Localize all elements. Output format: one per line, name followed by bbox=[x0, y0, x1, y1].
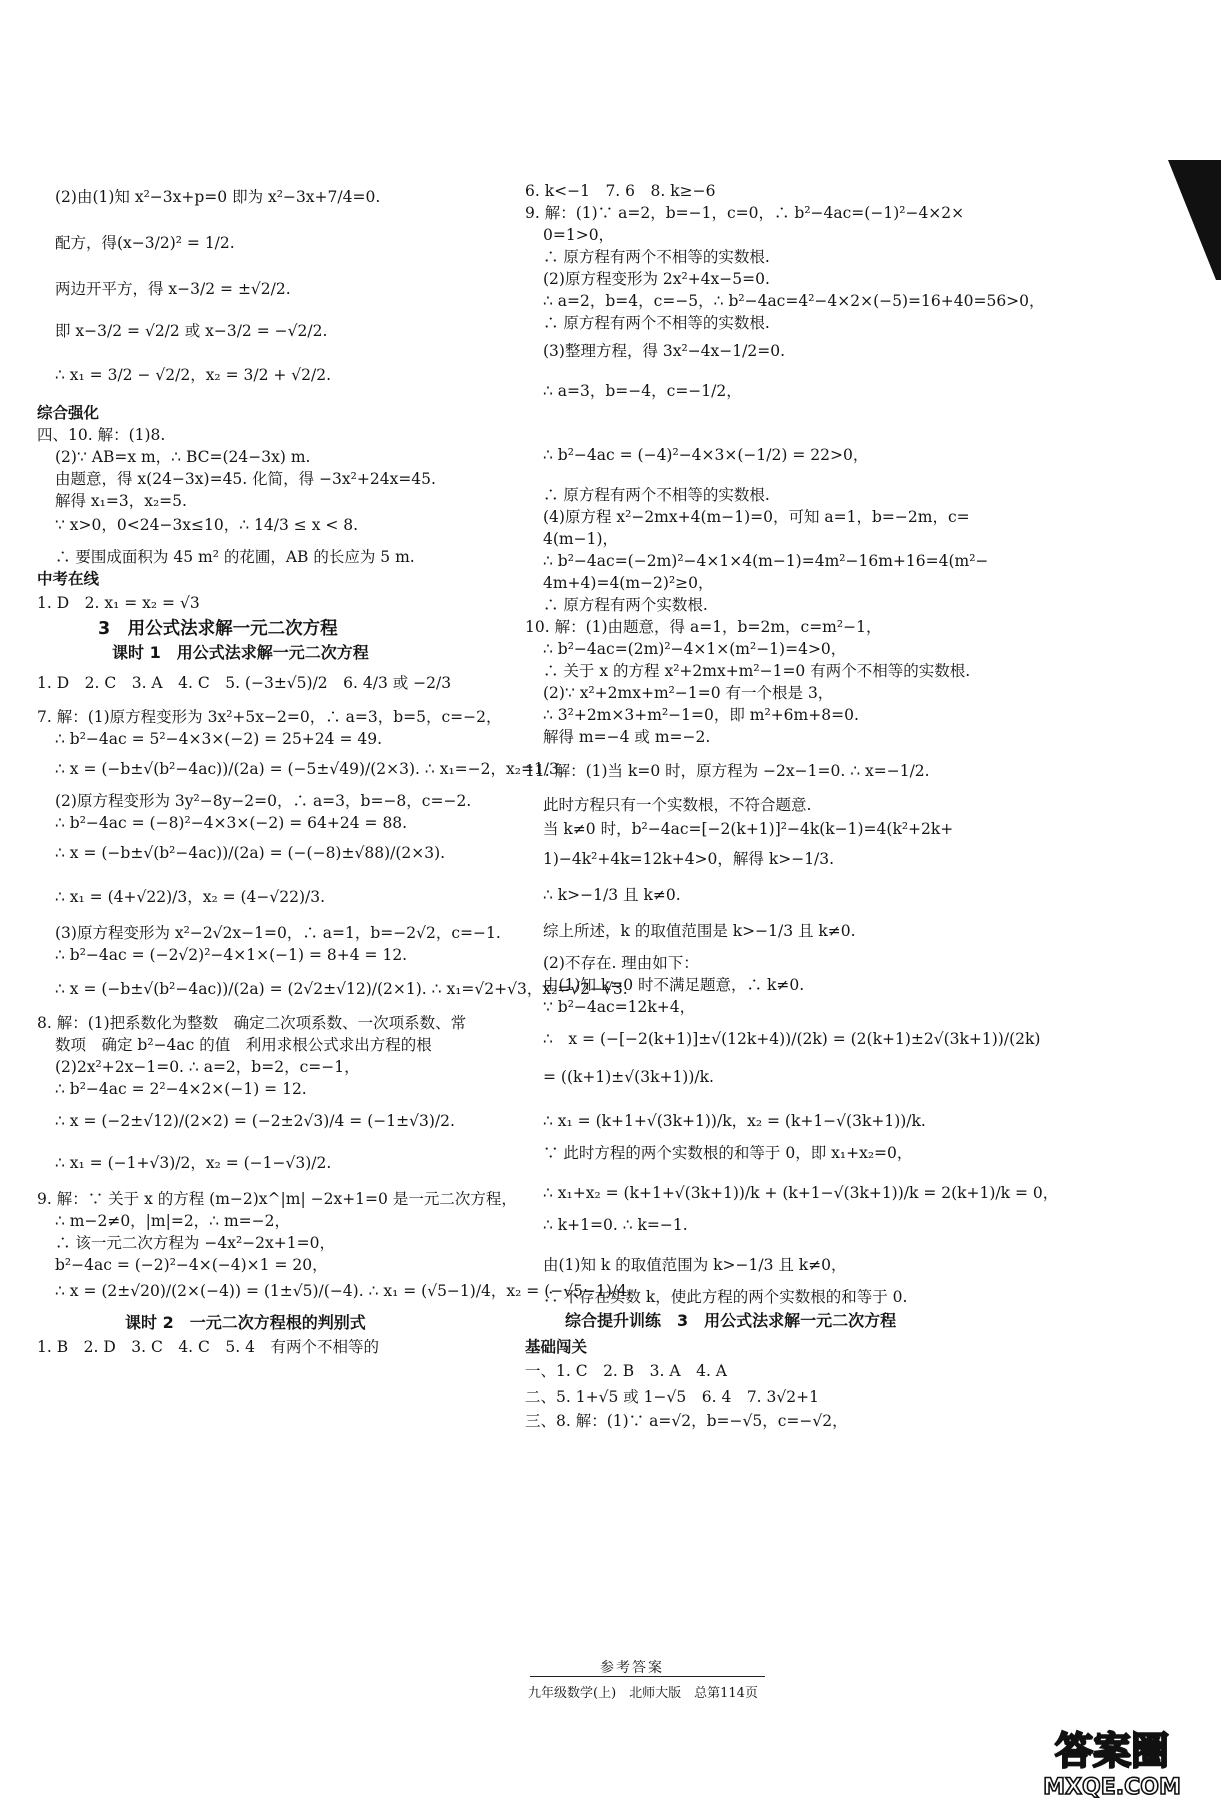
text-line: ∴ x₁+x₂ = (k+1+√(3k+1))/k + (k+1−√(3k+1))/k = 2(k+1)/k = 0， bbox=[543, 1184, 1059, 1202]
site-watermark-logo bbox=[1010, 1720, 1215, 1800]
text-line: = ((k+1)±√(3k+1))/k. bbox=[543, 1068, 714, 1086]
footer-divider bbox=[530, 1676, 765, 1677]
text-line: ∴ 该一元二次方程为 −4x²−2x+1=0， bbox=[55, 1234, 335, 1252]
text-line: 1)−4k²+4k=12k+4>0，解得 k>−1/3. bbox=[543, 850, 835, 868]
text-line: (2)2x²+2x−1=0. ∴ a=2，b=2，c=−1， bbox=[55, 1058, 360, 1076]
text-line: b²−4ac = (−2)²−4×(−4)×1 = 20， bbox=[55, 1256, 328, 1274]
text-line: 三、8. 解：(1)∵ a=√2，b=−√5，c=−√2， bbox=[525, 1412, 848, 1430]
text-line: ∴ 原方程有两个不相等的实数根. bbox=[543, 248, 770, 266]
text-line: ∴ b²−4ac = 5²−4×3×(−2) = 25+24 = 49. bbox=[55, 730, 383, 748]
text-line: ∴ 不存在实数 k，使此方程的两个实数根的和等于 0. bbox=[543, 1288, 908, 1306]
text-line: ∴ k+1=0. ∴ k=−1. bbox=[543, 1216, 688, 1234]
text-line: ∴ a=3，b=−4，c=−1/2， bbox=[543, 382, 742, 400]
text-line: ∴ b²−4ac=(−2m)²−4×1×4(m−1)=4m²−16m+16=4(m²− bbox=[543, 552, 989, 570]
text-line: 二、5. 1+√5 或 1−√5 6. 4 7. 3√2+1 bbox=[525, 1388, 819, 1406]
text-line: ∴ 要围成面积为 45 m² 的花圃，AB 的长应为 5 m. bbox=[55, 548, 415, 566]
text-line: 由(1)知 k=0 时不满足题意，∴ k≠0. bbox=[543, 976, 805, 994]
text-line: 四、10. 解：(1)8. bbox=[37, 426, 166, 444]
text-line: ∵ x>0，0<24−3x≤10，∴ 14/3 ≤ x < 8. bbox=[55, 516, 359, 534]
text-line: 由题意，得 x(24−3x)=45. 化简，得 −3x²+24x=45. bbox=[55, 470, 436, 488]
text-line: ∵ 此时方程的两个实数根的和等于 0，即 x₁+x₂=0， bbox=[543, 1144, 913, 1162]
watermark-text-top: 答案圈 bbox=[1054, 1729, 1170, 1773]
text-line: ∴ 3²+2m×3+m²−1=0，即 m²+6m+8=0. bbox=[543, 706, 859, 724]
text-line: 综上所述，k 的取值范围是 k>−1/3 且 k≠0. bbox=[543, 922, 856, 940]
text-line: (2)原方程变形为 2x²+4x−5=0. bbox=[543, 270, 770, 288]
section-heading: 综合提升训练 3 用公式法求解一元二次方程 bbox=[565, 1311, 897, 1330]
footer-page-info: 九年级数学(上) 北师大版 总第114页 bbox=[528, 1686, 758, 1701]
text-line: ∴ 关于 x 的方程 x²+2mx+m²−1=0 有两个不相等的实数根. bbox=[543, 662, 971, 680]
text-line: 解得 m=−4 或 m=−2. bbox=[543, 728, 711, 746]
text-line: (3)原方程变形为 x²−2√2x−1=0，∴ a=1，b=−2√2，c=−1. bbox=[55, 924, 501, 942]
text-line: ∴ b²−4ac = 2²−4×2×(−1) = 12. bbox=[55, 1080, 307, 1098]
text-line: 1. B 2. D 3. C 4. C 5. 4 有两个不相等的 bbox=[37, 1338, 379, 1356]
text-line: (2)∵ AB=x m，∴ BC=(24−3x) m. bbox=[55, 448, 311, 466]
text-line: 即 x−3/2 = √2/2 或 x−3/2 = −√2/2. bbox=[55, 322, 328, 340]
text-line: 7. 解：(1)原方程变形为 3x²+5x−2=0，∴ a=3，b=5，c=−2， bbox=[37, 708, 502, 726]
text-line: 4(m−1)， bbox=[543, 530, 619, 548]
text-line: ∴ x = (−2±√12)/(2×2) = (−2±2√3)/4 = (−1±√3)/2. bbox=[55, 1112, 455, 1130]
text-line: ∴ b²−4ac = (−4)²−4×3×(−1/2) = 22>0， bbox=[543, 446, 869, 464]
text-line: 1. D 2. C 3. A 4. C 5. (−3±√5)/2 6. 4/3 或 −2/3 bbox=[37, 674, 452, 692]
text-line: 9. 解：(1)∵ a=2，b=−1，c=0，∴ b²−4ac=(−1)²−4×2× bbox=[525, 204, 965, 222]
text-line: ∴ x = (−b±√(b²−4ac))/(2a) = (−(−8)±√88)/(2×3). bbox=[55, 844, 446, 862]
text-line: 当 k≠0 时，b²−4ac=[−2(k+1)]²−4k(k−1)=4(k²+2k+ bbox=[543, 820, 954, 838]
text-line: 0=1>0， bbox=[543, 226, 615, 244]
section-heading: 综合强化 bbox=[37, 404, 100, 422]
text-line: ∴ m−2≠0，|m|=2，∴ m=−2， bbox=[55, 1212, 290, 1230]
text-line: (4)原方程 x²−2mx+4(m−1)=0，可知 a=1，b=−2m，c= bbox=[543, 508, 970, 526]
section-heading: 基础闯关 bbox=[525, 1338, 588, 1356]
lesson-title: 课时 1 用公式法求解一元二次方程 bbox=[112, 643, 369, 662]
text-line: ∴ k>−1/3 且 k≠0. bbox=[543, 886, 681, 904]
text-line: 解得 x₁=3，x₂=5. bbox=[55, 492, 187, 510]
text-line: ∴ 原方程有两个不相等的实数根. bbox=[543, 314, 770, 332]
text-line: 4m+4)=4(m−2)²≥0， bbox=[543, 574, 714, 592]
text-line: ∴ b²−4ac=(2m)²−4×1×(m²−1)=4>0， bbox=[543, 640, 847, 658]
section-heading: 中考在线 bbox=[37, 570, 100, 588]
text-line: 11. 解：(1)当 k=0 时，原方程为 −2x−1=0. ∴ x=−1/2. bbox=[525, 762, 930, 780]
text-line: ∴ x₁ = 3/2 − √2/2，x₂ = 3/2 + √2/2. bbox=[55, 366, 332, 384]
text-line: (2)由(1)知 x²−3x+p=0 即为 x²−3x+7/4=0. bbox=[55, 188, 381, 206]
text-line: ∴ x = (−b±√(b²−4ac))/(2a) = (2√2±√12)/(2×1). ∴ x₁=√2+√3，x₂=√2−√3. bbox=[55, 980, 628, 998]
text-line: 数项 确定 b²−4ac 的值 利用求根公式求出方程的根 bbox=[55, 1036, 432, 1054]
text-line: 9. 解：∵ 关于 x 的方程 (m−2)x^|m| −2x+1=0 是一元二次方程， bbox=[37, 1190, 517, 1208]
text-line: ∴ 原方程有两个实数根. bbox=[543, 596, 708, 614]
text-line: 1. D 2. x₁ = x₂ = √3 bbox=[37, 594, 200, 612]
text-line: (2)原方程变形为 3y²−8y−2=0，∴ a=3，b=−8，c=−2. bbox=[55, 792, 472, 810]
text-line: ∴ x₁ = (−1+√3)/2，x₂ = (−1−√3)/2. bbox=[55, 1154, 332, 1172]
text-line: ∴ b²−4ac = (−8)²−4×3×(−2) = 64+24 = 88. bbox=[55, 814, 408, 832]
text-line: 两边开平方，得 x−3/2 = ±√2/2. bbox=[55, 280, 291, 298]
text-line: 8. 解：(1)把系数化为整数 确定二次项系数、一次项系数、常 bbox=[37, 1014, 467, 1032]
text-line: ∴ 原方程有两个不相等的实数根. bbox=[543, 486, 770, 504]
text-line: (2)∵ x²+2mx+m²−1=0 有一个根是 3， bbox=[543, 684, 834, 702]
text-line: 此时方程只有一个实数根，不符合题意. bbox=[543, 796, 812, 814]
watermark-text-bottom: MXQE.COM bbox=[1043, 1775, 1181, 1800]
text-line: (3)整理方程，得 3x²−4x−1/2=0. bbox=[543, 342, 785, 360]
text-line: 由(1)知 k 的取值范围为 k>−1/3 且 k≠0， bbox=[543, 1256, 847, 1274]
text-line: ∴ b²−4ac = (−2√2)²−4×1×(−1) = 8+4 = 12. bbox=[55, 946, 408, 964]
text-line: 10. 解：(1)由题意，得 a=1，b=2m，c=m²−1， bbox=[525, 618, 882, 636]
text-line: ∴ x = (2±√20)/(2×(−4)) = (1±√5)/(−4). ∴ x₁ = (√5−1)/4，x₂ = (−√5−1)/4. bbox=[55, 1282, 632, 1300]
text-line: ∴ x₁ = (k+1+√(3k+1))/k，x₂ = (k+1−√(3k+1))/k. bbox=[543, 1112, 926, 1130]
text-line: 配方，得(x−3/2)² = 1/2. bbox=[55, 234, 235, 252]
chapter-title: 3 用公式法求解一元二次方程 bbox=[98, 619, 338, 639]
text-line: ∴ x = (−[−2(k+1)]±√(12k+4))/(2k) = (2(k+1)±2√(3k+1))/(2k) bbox=[543, 1030, 1041, 1048]
text-line: 6. k<−1 7. 6 8. k≥−6 bbox=[525, 182, 716, 200]
text-line: (2)不存在. 理由如下： bbox=[543, 954, 699, 972]
page-corner-mark bbox=[1168, 160, 1221, 280]
text-line: ∴ x = (−b±√(b²−4ac))/(2a) = (−5±√49)/(2×3). ∴ x₁=−2，x₂=1/3. bbox=[55, 760, 564, 778]
text-line: ∴ x₁ = (4+√22)/3，x₂ = (4−√22)/3. bbox=[55, 888, 326, 906]
text-line: ∴ a=2，b=4，c=−5，∴ b²−4ac=4²−4×2×(−5)=16+40=56>0， bbox=[543, 292, 1045, 310]
lesson-title: 课时 2 一元二次方程根的判别式 bbox=[125, 1313, 366, 1332]
text-line: ∵ b²−4ac=12k+4， bbox=[543, 998, 696, 1016]
footer-title: 参考答案 bbox=[600, 1660, 664, 1676]
text-line: 一、1. C 2. B 3. A 4. A bbox=[525, 1362, 727, 1380]
